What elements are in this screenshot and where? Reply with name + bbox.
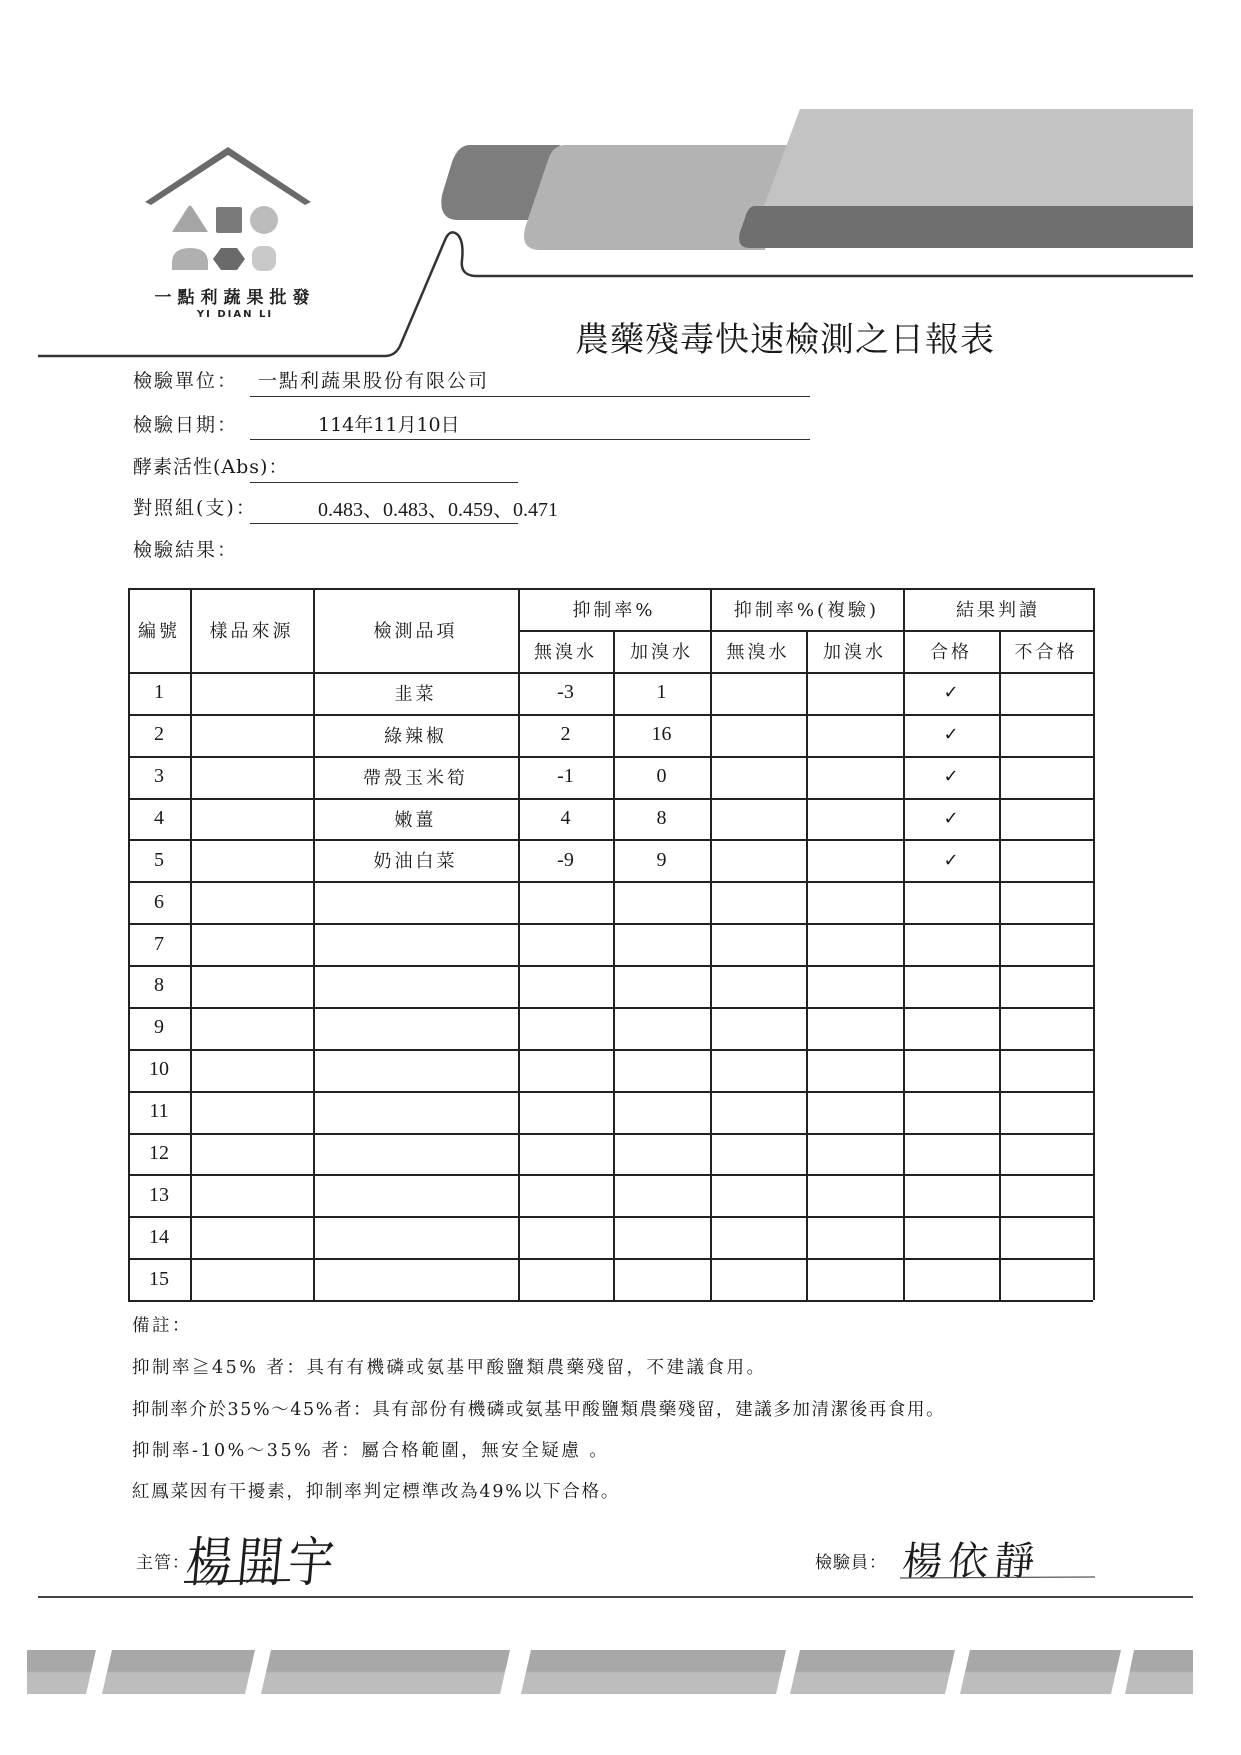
header-item: 檢測品項 (373, 621, 458, 642)
cell-source (190, 1049, 313, 1091)
pass-check-icon: ✓ (943, 808, 959, 830)
cell-no: 10 (149, 1058, 169, 1081)
cell-rate-with-bromine: 1 (656, 681, 667, 704)
note-line: 紅鳳菜因有干擾素，抑制率判定標準改為49%以下合格。 (132, 1482, 621, 1502)
cell-rate-no-bromine: -3 (557, 681, 574, 704)
cell-rate-no-bromine (518, 1133, 613, 1175)
cell-item: 綠辣椒 (384, 725, 447, 747)
cell-retest-no-bromine (710, 798, 806, 840)
cell-item (313, 923, 518, 965)
cell-retest-with-bromine (806, 1174, 903, 1216)
cell-pass (903, 881, 999, 923)
cell-pass (903, 1091, 999, 1133)
cell-source (190, 965, 313, 1007)
cell-retest-no-bromine (710, 1049, 806, 1091)
cell-no: 11 (149, 1100, 169, 1123)
inspector-signature-underline (900, 1570, 1100, 1584)
pass-check-icon: ✓ (943, 682, 959, 704)
cell-fail (999, 756, 1093, 798)
cell-no: 4 (154, 807, 164, 830)
cell-source (190, 714, 313, 756)
header-pass: 合格 (930, 642, 972, 663)
cell-retest-with-bromine (806, 839, 903, 881)
cell-rate-no-bromine (518, 1174, 613, 1216)
unit-underline (250, 396, 810, 397)
cell-source (190, 1258, 313, 1300)
cell-item (313, 1133, 518, 1175)
cell-retest-no-bromine (710, 881, 806, 923)
cell-fail (999, 672, 1093, 714)
cell-rate-no-bromine (518, 1049, 613, 1091)
note-line: 抑制率介於35%～45%者：具有部份有機磷或氨基甲酸鹽類農藥殘留，建議多加清潔後再食用。 (132, 1400, 946, 1420)
cell-retest-no-bromine (710, 714, 806, 756)
cell-rate-with-bromine (613, 881, 710, 923)
cell-source (190, 1007, 313, 1049)
cell-rate-no-bromine (518, 881, 613, 923)
inspector-label: 檢驗員： (815, 1553, 887, 1573)
cell-rate-with-bromine (613, 1091, 710, 1133)
footer-band-segment (261, 1650, 510, 1694)
cell-item: 帶殼玉米筍 (363, 767, 468, 789)
cell-pass (903, 1007, 999, 1049)
enzyme-underline (250, 482, 518, 483)
cell-no: 9 (154, 1016, 164, 1039)
cell-rate-no-bromine (518, 923, 613, 965)
footer-band-segment (790, 1650, 955, 1694)
cell-retest-no-bromine (710, 1216, 806, 1258)
cell-rate-no-bromine (518, 1007, 613, 1049)
header-source: 樣品來源 (209, 621, 294, 642)
footer-rule (38, 1596, 1193, 1598)
cell-fail (999, 1133, 1093, 1175)
cell-retest-no-bromine (710, 839, 806, 881)
supervisor-label: 主管： (136, 1553, 190, 1573)
header-band-dark-right (739, 206, 1193, 248)
logo-semicircle-icon (172, 248, 208, 270)
cell-item: 韭菜 (394, 683, 437, 705)
logo-square-icon (216, 207, 242, 233)
cell-source (190, 839, 313, 881)
cell-pass (903, 1216, 999, 1258)
table-row-line (128, 1300, 1093, 1302)
header-no: 編號 (138, 621, 180, 642)
pass-check-icon: ✓ (943, 849, 959, 871)
cell-source (190, 1174, 313, 1216)
cell-pass (903, 965, 999, 1007)
cell-no: 2 (154, 723, 164, 746)
cell-fail (999, 798, 1093, 840)
cell-source (190, 1133, 313, 1175)
cell-rate-with-bromine (613, 1216, 710, 1258)
date-underline (250, 439, 810, 440)
cell-fail (999, 839, 1093, 881)
cell-rate-no-bromine (518, 965, 613, 1007)
cell-retest-with-bromine (806, 798, 903, 840)
result-label: 檢驗結果： (133, 539, 239, 561)
cell-rate-with-bromine (613, 1049, 710, 1091)
logo-rounded-square-icon (252, 246, 276, 271)
cell-rate-with-bromine: 9 (656, 848, 667, 871)
cell-retest-no-bromine (710, 965, 806, 1007)
table-column-line (1093, 588, 1095, 1300)
cell-rate-with-bromine: 8 (656, 807, 667, 830)
logo-name-zh: 一點利蔬果批發 (154, 288, 316, 308)
header-no-bromine-retest: 無溴水 (726, 642, 790, 663)
cell-rate-with-bromine (613, 1133, 710, 1175)
cell-retest-no-bromine (710, 1258, 806, 1300)
cell-source (190, 1216, 313, 1258)
cell-rate-with-bromine (613, 965, 710, 1007)
cell-item (313, 965, 518, 1007)
cell-source (190, 672, 313, 714)
company-logo (120, 145, 350, 335)
cell-rate-no-bromine: -1 (557, 765, 574, 788)
cell-rate-with-bromine: 0 (656, 765, 667, 788)
footer-band-segment (102, 1650, 255, 1694)
note-line: 抑制率≧45% 者：具有有機磷或氨基甲酸鹽類農藥殘留，不建議食用。 (132, 1358, 767, 1378)
cell-item: 奶油白菜 (373, 851, 458, 873)
footer-band-segment (960, 1650, 1121, 1694)
enzyme-label: 酵素活性(Abs)： (133, 456, 289, 478)
cell-no: 1 (154, 681, 164, 704)
cell-rate-with-bromine (613, 1258, 710, 1300)
cell-rate-no-bromine (518, 1216, 613, 1258)
cell-rate-no-bromine (518, 1258, 613, 1300)
logo-hexagon-icon (213, 248, 245, 270)
cell-fail (999, 714, 1093, 756)
header-with-bromine: 加溴水 (630, 642, 693, 663)
cell-item (313, 1216, 518, 1258)
cell-rate-with-bromine (613, 1174, 710, 1216)
cell-rate-with-bromine (613, 1007, 710, 1049)
cell-fail (999, 1049, 1093, 1091)
cell-retest-no-bromine (710, 672, 806, 714)
cell-retest-with-bromine (806, 714, 903, 756)
cell-item (313, 1258, 518, 1300)
inspector-signature: 楊依靜 (900, 1539, 1043, 1585)
cell-retest-with-bromine (806, 1216, 903, 1258)
cell-retest-no-bromine (710, 1174, 806, 1216)
cell-fail (999, 1091, 1093, 1133)
logo-triangle-icon (172, 206, 208, 233)
footer-band-segment (521, 1650, 786, 1694)
cell-fail (999, 1216, 1093, 1258)
cell-retest-with-bromine (806, 1133, 903, 1175)
unit-value: 一點利蔬果股份有限公司 (258, 370, 490, 392)
header-rate: 抑制率% (572, 600, 656, 621)
note-line: 抑制率-10%～35% 者：屬合格範圍，無安全疑慮 。 (132, 1441, 610, 1461)
header-band-light (764, 109, 1193, 206)
cell-item: 嫩薑 (394, 809, 437, 831)
cell-no: 8 (154, 974, 164, 997)
cell-rate-no-bromine: 4 (560, 807, 571, 830)
notes-label: 備註： (132, 1316, 192, 1336)
cell-pass (903, 1174, 999, 1216)
cell-pass (903, 923, 999, 965)
footer-band-segment (1125, 1650, 1193, 1694)
cell-no: 14 (149, 1225, 169, 1248)
cell-rate-no-bromine (518, 1091, 613, 1133)
results-table (128, 588, 1093, 1300)
cell-item (313, 1091, 518, 1133)
cell-retest-with-bromine (806, 1007, 903, 1049)
cell-source (190, 756, 313, 798)
cell-no: 3 (154, 765, 164, 788)
cell-rate-with-bromine (613, 923, 710, 965)
cell-no: 15 (149, 1267, 169, 1290)
cell-item (313, 1049, 518, 1091)
cell-retest-no-bromine (710, 1091, 806, 1133)
supervisor-signature-stroke (180, 1560, 300, 1590)
cell-no: 7 (154, 932, 164, 955)
cell-retest-no-bromine (710, 756, 806, 798)
cell-rate-no-bromine: 2 (560, 723, 571, 746)
cell-retest-with-bromine (806, 881, 903, 923)
cell-source (190, 1091, 313, 1133)
cell-fail (999, 1174, 1093, 1216)
cell-retest-no-bromine (710, 923, 806, 965)
header-judgement: 結果判讀 (956, 600, 1040, 621)
cell-source (190, 881, 313, 923)
logo-name-en: YI DIAN LI (196, 309, 274, 320)
cell-no: 5 (154, 848, 164, 871)
cell-item (313, 881, 518, 923)
logo-roof-icon (145, 147, 311, 205)
unit-label: 檢驗單位： (133, 370, 239, 392)
cell-item (313, 1007, 518, 1049)
supervisor-signature: 楊開宇 (183, 1531, 343, 1594)
cell-retest-with-bromine (806, 965, 903, 1007)
header-with-bromine-retest: 加溴水 (823, 642, 886, 663)
control-label: 對照組(支)： (133, 497, 257, 519)
cell-rate-no-bromine: -9 (557, 848, 574, 871)
cell-source (190, 798, 313, 840)
cell-fail (999, 923, 1093, 965)
cell-rate-with-bromine: 16 (651, 723, 672, 746)
pass-check-icon: ✓ (943, 724, 959, 746)
logo-mark (120, 145, 350, 280)
cell-retest-with-bromine (806, 1049, 903, 1091)
cell-retest-no-bromine (710, 1007, 806, 1049)
date-value: 114年11月10日 (318, 414, 460, 436)
cell-pass (903, 1258, 999, 1300)
header-fail: 不合格 (1014, 642, 1078, 663)
footer-decoration (0, 1640, 1241, 1700)
cell-retest-with-bromine (806, 923, 903, 965)
control-value: 0.483、0.483、0.459、0.471 (318, 499, 558, 521)
cell-retest-with-bromine (806, 672, 903, 714)
logo-circle-icon (250, 206, 278, 234)
document-title: 農藥殘毒快速檢測之日報表 (575, 320, 995, 360)
cell-source (190, 923, 313, 965)
cell-retest-no-bromine (710, 1133, 806, 1175)
header-no-bromine: 無溴水 (534, 642, 597, 663)
cell-fail (999, 965, 1093, 1007)
cell-item (313, 1174, 518, 1216)
footer-band-segment (27, 1650, 96, 1694)
cell-no: 6 (154, 890, 164, 913)
cell-fail (999, 1258, 1093, 1300)
cell-pass (903, 1049, 999, 1091)
cell-fail (999, 881, 1093, 923)
cell-no: 13 (149, 1183, 169, 1206)
cell-retest-with-bromine (806, 1258, 903, 1300)
cell-no: 12 (149, 1141, 169, 1164)
cell-fail (999, 1007, 1093, 1049)
date-label: 檢驗日期： (133, 414, 239, 436)
cell-retest-with-bromine (806, 1091, 903, 1133)
cell-retest-with-bromine (806, 756, 903, 798)
header-rate-retest: 抑制率%(複驗) (733, 600, 880, 621)
pass-check-icon: ✓ (943, 766, 959, 788)
cell-pass (903, 1133, 999, 1175)
control-underline (250, 523, 518, 524)
